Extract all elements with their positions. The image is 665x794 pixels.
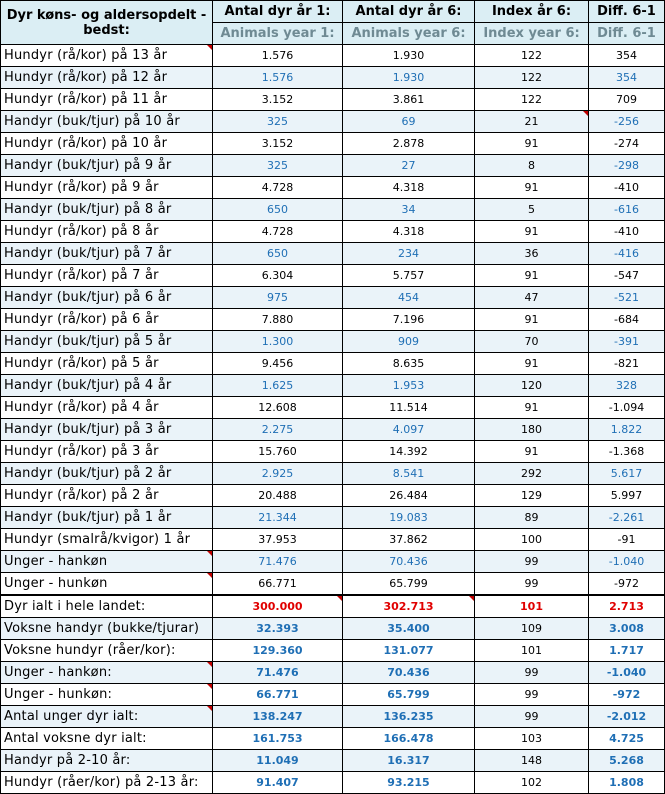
row-diff: -1.368 [589, 441, 665, 463]
row-index: 21 [475, 111, 589, 133]
row-label: Hundyr (rå/kor) på 4 år [1, 397, 213, 419]
row-diff: -2.261 [589, 507, 665, 529]
summary-row [1, 772, 665, 794]
row-index: 91 [475, 133, 589, 155]
row-year6: 234 [343, 243, 475, 265]
row-label: Unger - hankøn [1, 551, 213, 573]
table-row [1, 177, 665, 199]
header-diff: Diff. 6-1 [589, 1, 665, 23]
summary-row [1, 640, 665, 662]
header-year1: Antal dyr år 1: [213, 1, 343, 23]
row-label: Hundyr (rå/kor) på 10 år [1, 133, 213, 155]
summary-index: 103 [475, 728, 589, 750]
row-year1: 3.152 [213, 133, 343, 155]
row-year1: 975 [213, 287, 343, 309]
table-row [1, 573, 665, 596]
summary-label: Dyr ialt i hele landet: [1, 595, 213, 618]
row-label: Hundyr (rå/kor) på 9 år [1, 177, 213, 199]
table-row [1, 463, 665, 485]
summary-row [1, 684, 665, 706]
summary-index: 101 [475, 595, 589, 618]
row-year1: 21.344 [213, 507, 343, 529]
row-year1: 1.300 [213, 331, 343, 353]
table-row [1, 287, 665, 309]
row-diff: 1.822 [589, 419, 665, 441]
summary-year1: 129.360 [213, 640, 343, 662]
summary-year6: 70.436 [343, 662, 475, 684]
row-year6: 1.953 [343, 375, 475, 397]
table-row [1, 45, 665, 67]
row-year6: 27 [343, 155, 475, 177]
row-diff: -821 [589, 353, 665, 375]
row-year1: 4.728 [213, 177, 343, 199]
row-year1: 7.880 [213, 309, 343, 331]
row-label: Hundyr (rå/kor) på 6 år [1, 309, 213, 331]
summary-row [1, 662, 665, 684]
row-index: 91 [475, 397, 589, 419]
table-row [1, 551, 665, 573]
row-year1: 71.476 [213, 551, 343, 573]
row-diff: 5.617 [589, 463, 665, 485]
row-diff: -521 [589, 287, 665, 309]
table-row [1, 529, 665, 551]
row-year1: 6.304 [213, 265, 343, 287]
summary-diff: 1.808 [589, 772, 665, 794]
table-row [1, 309, 665, 331]
row-index: 122 [475, 45, 589, 67]
table-row [1, 243, 665, 265]
row-diff: -972 [589, 573, 665, 596]
row-year6: 70.436 [343, 551, 475, 573]
row-year6: 5.757 [343, 265, 475, 287]
summary-year6: 131.077 [343, 640, 475, 662]
subheader-year6: Animals year 6: [343, 23, 475, 45]
row-index: 91 [475, 221, 589, 243]
row-year6: 34 [343, 199, 475, 221]
summary-year1: 71.476 [213, 662, 343, 684]
header-index: Index år 6: [475, 1, 589, 23]
row-label: Handyr (buk/tjur) på 2 år [1, 463, 213, 485]
row-label: Hundyr (rå/kor) på 12 år [1, 67, 213, 89]
summary-diff: 1.717 [589, 640, 665, 662]
summary-year6: 16.317 [343, 750, 475, 772]
row-label: Handyr (buk/tjur) på 3 år [1, 419, 213, 441]
row-year6: 4.318 [343, 177, 475, 199]
row-diff: -410 [589, 177, 665, 199]
row-diff: -298 [589, 155, 665, 177]
summary-row [1, 750, 665, 772]
subheader-diff: Diff. 6-1 [589, 23, 665, 45]
row-year1: 2.275 [213, 419, 343, 441]
summary-year1: 66.771 [213, 684, 343, 706]
row-diff: -1.040 [589, 551, 665, 573]
subheader-year1: Animals year 1: [213, 23, 343, 45]
row-label: Hundyr (rå/kor) på 2 år [1, 485, 213, 507]
summary-index: 101 [475, 640, 589, 662]
table-row [1, 265, 665, 287]
table-row [1, 221, 665, 243]
summary-index: 148 [475, 750, 589, 772]
table-row [1, 111, 665, 133]
header-year6: Antal dyr år 6: [343, 1, 475, 23]
row-index: 47 [475, 287, 589, 309]
row-index: 8 [475, 155, 589, 177]
row-year6: 11.514 [343, 397, 475, 419]
row-diff: -391 [589, 331, 665, 353]
row-label: Handyr (buk/tjur) på 5 år [1, 331, 213, 353]
row-index: 91 [475, 441, 589, 463]
row-index: 129 [475, 485, 589, 507]
row-year1: 1.576 [213, 67, 343, 89]
row-label: Hundyr (rå/kor) på 13 år [1, 45, 213, 67]
row-index: 91 [475, 353, 589, 375]
summary-index: 99 [475, 662, 589, 684]
row-year6: 37.862 [343, 529, 475, 551]
summary-diff: -1.040 [589, 662, 665, 684]
row-year6: 4.097 [343, 419, 475, 441]
row-diff: 328 [589, 375, 665, 397]
table-row [1, 419, 665, 441]
row-label: Hundyr (smalrå/kvigor) 1 år [1, 529, 213, 551]
table-body [1, 45, 665, 596]
row-diff: -91 [589, 529, 665, 551]
summary-year1: 32.393 [213, 618, 343, 640]
row-diff: -547 [589, 265, 665, 287]
row-year1: 650 [213, 243, 343, 265]
summary-year1: 11.049 [213, 750, 343, 772]
row-index: 99 [475, 551, 589, 573]
row-diff: -616 [589, 199, 665, 221]
table-row [1, 507, 665, 529]
row-year6: 454 [343, 287, 475, 309]
table-row [1, 441, 665, 463]
row-index: 91 [475, 265, 589, 287]
header-col-label: Dyr køns- og aldersopdelt - bedst: [1, 1, 213, 45]
row-year6: 3.861 [343, 89, 475, 111]
table-row [1, 353, 665, 375]
summary-label: Antal unger dyr ialt: [1, 706, 213, 728]
row-label: Handyr (buk/tjur) på 8 år [1, 199, 213, 221]
summary-year6: 35.400 [343, 618, 475, 640]
summary-diff: 4.725 [589, 728, 665, 750]
row-diff: -274 [589, 133, 665, 155]
row-index: 91 [475, 177, 589, 199]
row-diff: -256 [589, 111, 665, 133]
table-header [1, 1, 665, 45]
row-index: 122 [475, 67, 589, 89]
summary-year6: 93.215 [343, 772, 475, 794]
row-year6: 1.930 [343, 45, 475, 67]
summary-label: Hundyr (råer/kor) på 2-13 år: [1, 772, 213, 794]
row-year1: 4.728 [213, 221, 343, 243]
row-index: 120 [475, 375, 589, 397]
summary-index: 102 [475, 772, 589, 794]
row-label: Handyr (buk/tjur) på 9 år [1, 155, 213, 177]
row-label: Handyr (buk/tjur) på 7 år [1, 243, 213, 265]
row-year1: 1.625 [213, 375, 343, 397]
row-label: Unger - hunkøn [1, 573, 213, 596]
row-index: 91 [475, 309, 589, 331]
row-label: Hundyr (rå/kor) på 5 år [1, 353, 213, 375]
row-year6: 8.635 [343, 353, 475, 375]
row-year6: 2.878 [343, 133, 475, 155]
summary-row [1, 595, 665, 618]
row-index: 99 [475, 573, 589, 596]
row-diff: -1.094 [589, 397, 665, 419]
row-diff: -416 [589, 243, 665, 265]
row-year1: 37.953 [213, 529, 343, 551]
summary-year6: 65.799 [343, 684, 475, 706]
summary-year1: 161.753 [213, 728, 343, 750]
row-year6: 19.083 [343, 507, 475, 529]
row-year1: 20.488 [213, 485, 343, 507]
row-diff: -684 [589, 309, 665, 331]
row-label: Handyr (buk/tjur) på 6 år [1, 287, 213, 309]
summary-row [1, 618, 665, 640]
row-label: Hundyr (rå/kor) på 8 år [1, 221, 213, 243]
row-year6: 7.196 [343, 309, 475, 331]
row-index: 36 [475, 243, 589, 265]
summary-diff: -2.012 [589, 706, 665, 728]
row-year6: 1.930 [343, 67, 475, 89]
row-year6: 69 [343, 111, 475, 133]
row-diff: 709 [589, 89, 665, 111]
summary-year1: 300.000 [213, 595, 343, 618]
row-index: 100 [475, 529, 589, 551]
summary-label: Handyr på 2-10 år: [1, 750, 213, 772]
table-row [1, 485, 665, 507]
summary-label: Voksne handyr (bukke/tjurar) [1, 618, 213, 640]
row-label: Handyr (buk/tjur) på 10 år [1, 111, 213, 133]
row-label: Hundyr (rå/kor) på 7 år [1, 265, 213, 287]
summary-diff: 2.713 [589, 595, 665, 618]
table-row [1, 133, 665, 155]
summary-index: 99 [475, 684, 589, 706]
row-year1: 15.760 [213, 441, 343, 463]
summary-label: Unger - hankøn: [1, 662, 213, 684]
row-label: Handyr (buk/tjur) på 4 år [1, 375, 213, 397]
row-diff: 354 [589, 45, 665, 67]
row-index: 122 [475, 89, 589, 111]
row-index: 89 [475, 507, 589, 529]
summary-diff: 5.268 [589, 750, 665, 772]
summary-label: Antal voksne dyr ialt: [1, 728, 213, 750]
table-row [1, 375, 665, 397]
row-year1: 12.608 [213, 397, 343, 419]
summary-row [1, 706, 665, 728]
row-index: 70 [475, 331, 589, 353]
row-year6: 4.318 [343, 221, 475, 243]
row-year6: 8.541 [343, 463, 475, 485]
table-row [1, 67, 665, 89]
row-year1: 325 [213, 111, 343, 133]
row-year6: 65.799 [343, 573, 475, 596]
table-row [1, 155, 665, 177]
summary-row [1, 728, 665, 750]
row-index: 292 [475, 463, 589, 485]
row-diff: 354 [589, 67, 665, 89]
summary-year6: 166.478 [343, 728, 475, 750]
row-year1: 3.152 [213, 89, 343, 111]
row-year1: 66.771 [213, 573, 343, 596]
summary-year1: 138.247 [213, 706, 343, 728]
summary-diff: -972 [589, 684, 665, 706]
summary-label: Voksne hundyr (råer/kor): [1, 640, 213, 662]
row-year1: 650 [213, 199, 343, 221]
row-year1: 2.925 [213, 463, 343, 485]
summary-index: 99 [475, 706, 589, 728]
row-year6: 14.392 [343, 441, 475, 463]
row-year1: 9.456 [213, 353, 343, 375]
table-row [1, 199, 665, 221]
table-row [1, 89, 665, 111]
row-label: Hundyr (rå/kor) på 3 år [1, 441, 213, 463]
subheader-index: Index year 6: [475, 23, 589, 45]
row-year6: 909 [343, 331, 475, 353]
row-year1: 325 [213, 155, 343, 177]
summary-diff: 3.008 [589, 618, 665, 640]
summary-year6: 136.235 [343, 706, 475, 728]
row-year6: 26.484 [343, 485, 475, 507]
row-label: Hundyr (rå/kor) på 11 år [1, 89, 213, 111]
table-row [1, 397, 665, 419]
summary-year6: 302.713 [343, 595, 475, 618]
row-year1: 1.576 [213, 45, 343, 67]
summary-index: 109 [475, 618, 589, 640]
table-summary [1, 595, 665, 794]
summary-year1: 91.407 [213, 772, 343, 794]
summary-label: Unger - hunkøn: [1, 684, 213, 706]
row-label: Handyr (buk/tjur) på 1 år [1, 507, 213, 529]
row-index: 180 [475, 419, 589, 441]
row-diff: -410 [589, 221, 665, 243]
row-index: 5 [475, 199, 589, 221]
table-row [1, 331, 665, 353]
row-diff: 5.997 [589, 485, 665, 507]
